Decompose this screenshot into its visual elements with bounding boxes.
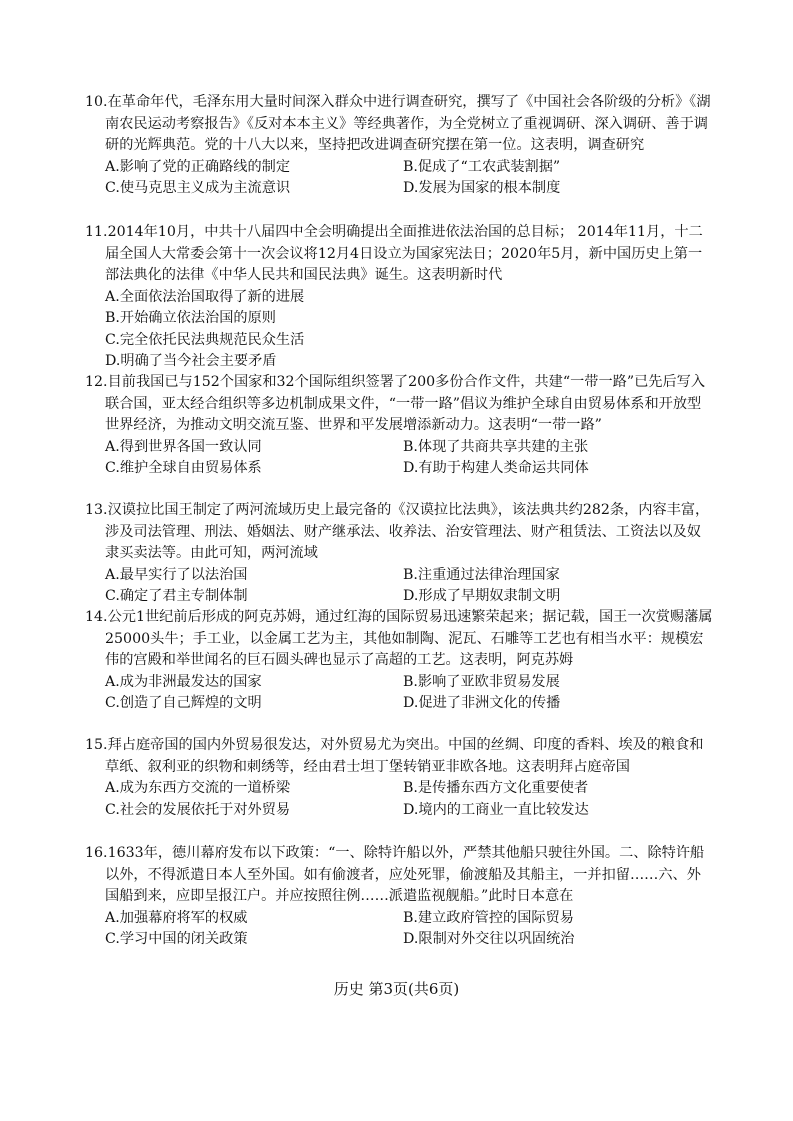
option-c[interactable]: C.完全依托民法典规范民众生活 <box>105 331 305 348</box>
option-b[interactable]: B.影响了亚欧非贸易发展 <box>403 673 560 690</box>
option-a[interactable]: A.成为非洲最发达的国家 <box>105 673 262 690</box>
options <box>85 565 715 608</box>
option-d[interactable]: D.限制对外交往以巩固统治 <box>403 931 575 947</box>
option-row <box>105 908 715 930</box>
options <box>85 437 715 480</box>
question-stem: 12.目前我国已与152个国家和32个国际组织签署了200多份合作文件，共建“一带一路”已先后写入联合国，亚太经合组织等多边机制成果文件，“一带一路”倡议为维护全球自由贸易体系和开放型世界经济，为推动文明交流互鉴、世界和平发展增添新动力。这表明“一带一路” <box>85 374 706 433</box>
option-row <box>105 778 715 800</box>
question-stem: 14.公元1世纪前后形成的阿克苏姆，通过红海的国际贸易迅速繁荣起来；据记载，国王一次赏赐藩属 25000头牛；手工业，以金属工艺为主，其他如制陶、泥瓦、石雕等工艺也有相当水平：规模宏伟的宫殿和举世闻名的巨石圆头碑也显示了高超的工艺。这表明，阿克苏姆 <box>85 609 713 668</box>
option-c[interactable]: C.使马克思主义成为主流意识 <box>105 180 291 196</box>
option-d[interactable]: D.境内的工商业一直比较发达 <box>403 801 589 818</box>
option-a[interactable]: A.影响了党的正确路线的制定 <box>105 158 291 175</box>
option-row <box>105 178 715 200</box>
option-b[interactable]: B.注重通过法律治理国家 <box>403 566 560 583</box>
options <box>85 672 715 715</box>
option-a[interactable]: A.加强幕府将军的权威 <box>105 909 248 926</box>
option-row <box>105 800 715 822</box>
option-c[interactable]: C.创造了自己辉煌的文明 <box>105 695 262 711</box>
option-b[interactable]: B.是传播东西方文化重要使者 <box>403 780 589 796</box>
question-stem: 15.拜占庭帝国的国内外贸易很发达，对外贸易尤为突出。中国的丝绸、印度的香料、埃及的粮食和草纸、叙利亚的织物和刺绣等，经由君士坦丁堡转销亚非欧各地。这表明拜占庭帝国 <box>85 737 704 775</box>
question-stem: 11.2014年10月，中共十八届四中全会明确提出全面推进依法治国的总目标； 2014年11月，十二届全国人大常委会第十一次会议将12月4日设立为国家宪法日；2020年5月，新中国历史上第一部法典化的法律《中华人民共和国民法典》诞生。这表明新时代 <box>85 224 703 283</box>
option-row <box>105 929 715 951</box>
question-stem: 10.在革命年代，毛泽东用大量时间深入群众中进行调查研究，撰写了《中国社会各阶级的分析》《湖南农民运动考察报告》《反对本本主义》等经典著作，为全党树立了重视调研、深入调研、善于调研的光辉典范。党的十八大以来，坚持把改进调查研究摆在第一位。这表明，调查研究 <box>85 94 711 153</box>
option-row <box>105 458 715 480</box>
question-stem: 16.1633年，德川幕府发布以下政策：“一、除特许船以外，严禁其他船只驶往外国。二、除特许船以外，不得派遣日本人至外国。如有偷渡者，应处死罪，偷渡船及其船主，一并扣留……六、外国船到来，应即呈报江户。并应按照往例……派遣监视舰船。”此时日本意在 <box>85 845 705 904</box>
option-row <box>105 586 715 608</box>
options <box>85 908 715 951</box>
options <box>85 778 715 821</box>
option-c[interactable]: C.维护全球自由贸易体系 <box>105 460 262 476</box>
page-footer: 历史 第3页(共6页) <box>333 980 460 998</box>
question-11 <box>85 222 715 373</box>
option-b[interactable]: B.促成了“工农武装割据” <box>403 158 561 175</box>
option-d[interactable]: D.明确了当今社会主要矛盾 <box>105 353 277 369</box>
option-c[interactable]: C.社会的发展依托于对外贸易 <box>105 801 291 818</box>
options <box>85 157 715 200</box>
option-a[interactable]: A.全面依法治国取得了新的进展 <box>105 288 305 305</box>
question-14 <box>85 607 715 715</box>
option-d[interactable]: D.形成了早期奴隶制文明 <box>403 588 561 604</box>
option-a[interactable]: A.最早实行了以法治国 <box>105 566 248 583</box>
option-a[interactable]: A.得到世界各国一致认同 <box>105 438 262 455</box>
question-16 <box>85 843 715 951</box>
option-d[interactable]: D.发展为国家的根本制度 <box>403 180 561 196</box>
option-row <box>105 157 715 179</box>
question-12 <box>85 372 715 480</box>
question-13 <box>85 500 715 608</box>
option-row <box>105 672 715 694</box>
option-d[interactable]: D.促进了非洲文化的传播 <box>403 695 561 711</box>
option-row <box>105 693 715 715</box>
question-stem: 13.汉谟拉比国王制定了两河流域历史上最完备的《汉谟拉比法典》，该法典共约282条，内容丰富，涉及司法管理、刑法、婚姻法、财产继承法、收养法、治安管理法、财产租赁法、工资法以及奴隶买卖法等。由此可知，两河流域 <box>85 502 710 561</box>
option-b[interactable]: B.建立政府管控的国际贸易 <box>403 909 574 926</box>
option-a[interactable]: A.成为东西方交流的一道桥梁 <box>105 780 291 796</box>
option-d[interactable]: D.有助于构建人类命运共同体 <box>403 460 589 476</box>
option-c[interactable]: C.确定了君主专制体制 <box>105 588 248 604</box>
option-row <box>105 437 715 459</box>
option-row <box>105 565 715 587</box>
options <box>85 287 715 373</box>
question-10 <box>85 92 715 200</box>
option-b[interactable]: B.开始确立依法治国的原则 <box>105 310 276 326</box>
question-15 <box>85 735 715 821</box>
option-c[interactable]: C.学习中国的闭关政策 <box>105 931 248 947</box>
option-b[interactable]: B.体现了共商共享共建的主张 <box>403 438 589 455</box>
